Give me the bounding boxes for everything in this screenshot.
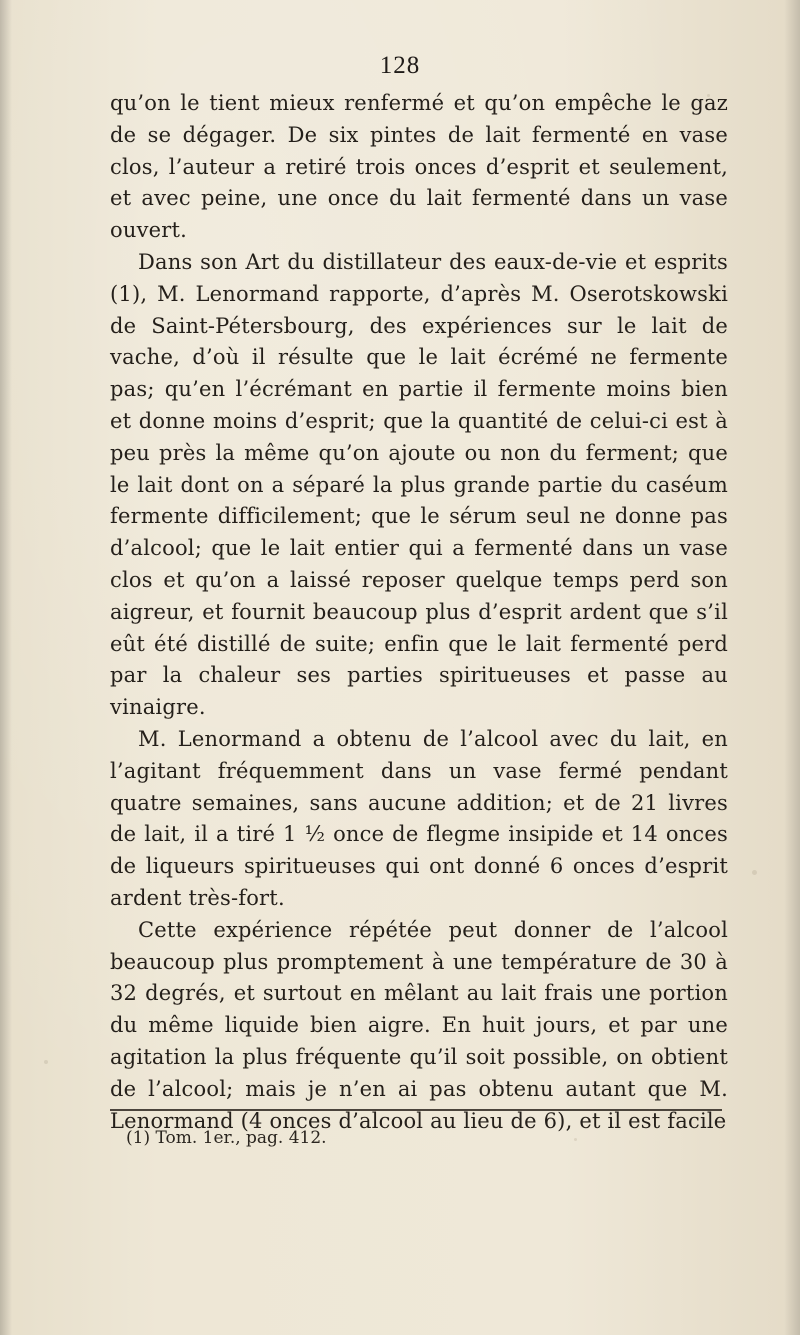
paragraph-2: Dans son Art du distillateur des eaux-de-vie et esprits (1), M. Lenormand rapporte, d’après M. Oserotskowski de Saint-Pétersbourg, des expériences sur le lait de vache, d’où il résulte que le lait écrémé ne fermente pas; qu’en l’écrémant en partie il fermente moins bien et donne moins d’esprit; que la quantité de celui-ci est à peu près la même qu’on ajoute ou non du ferment; que le lait dont on a séparé la plus grande partie du caséum fermente difficilement; que le sérum seul ne donne pas d’alcool; que le lait entier qui a fermenté dans un vase clos et qu’on a laissé reposer quelque temps perd son aigreur, et fournit beaucoup plus d’esprit ardent que s’il eût été distillé de suite; enfin que le lait fermenté perd par la chaleur ses parties spiritueuses et passe au vinaigre. [110,249,728,720]
main-text-block [110,88,728,1137]
paragraph-4: Cette expérience répétée peut donner de l’alcool beaucoup plus promptement à une température de 30 à 32 degrés, et surtout en mêlant au lait frais une portion du même liquide bien aigre. En huit jours, et par une agitation la plus fréquente qu’il soit possible, on obtient de l’alcool; mais je n’en ai pas obtenu autant que M. Lenormand (4 onces d’alcool au lieu de 6), et il est facile [110,917,728,1133]
footnote-text: Tom. 1er., pag. 412. [155,1128,327,1148]
paper-speck [44,1060,48,1064]
paper-speck [707,94,710,97]
page-number: 128 [379,52,421,79]
footnote [126,1126,626,1150]
footnote-divider [110,1109,722,1111]
footnote-marker: (1) [126,1128,151,1148]
paragraph-1: qu’on le tient mieux renfermé et qu’on empêche le gaz de se dégager. De six pintes de lait fermenté en vase clos, l’auteur a retiré trois onces d’esprit et seulement, et avec peine, une once du lait fermenté dans un vase ouvert. [110,91,728,243]
paragraph-3: M. Lenormand a obtenu de l’alcool avec du lait, en l’agitant fréquemment dans un vase fermé pendant quatre semaines, sans aucune addition; et de 21 livres de lait, il a tiré 1 ½ once de flegme insipide et 14 onces de liqueurs spiritueuses qui ont donné 6 onces d’esprit ardent très-fort. [110,726,728,910]
paper-speck [752,870,757,875]
paper-speck [574,1138,577,1141]
